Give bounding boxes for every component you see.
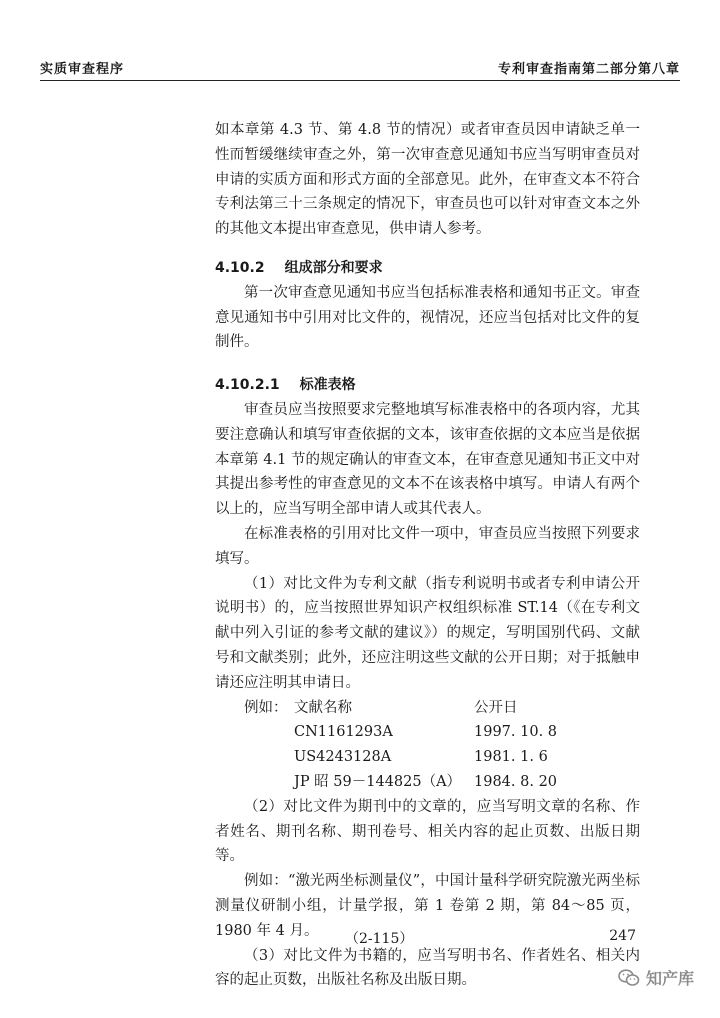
header-guide-title: 专利审查指南第二部分第八章 <box>497 62 680 77</box>
example-row <box>215 745 640 770</box>
section-4-10-2-text: 第一次审查意见通知书应当包括标准表格和通知书正文。审查意见通知书中引用对比文件的，视情况，还应当包括对比文件的复制件。 <box>215 284 640 351</box>
watermark-text: 知产库 <box>645 969 694 988</box>
example-label: 例如： <box>244 699 288 716</box>
watermark <box>618 966 694 989</box>
example-header-name: 文献名称 <box>294 699 352 716</box>
item-2-journal-articles: （2）对比文件为期刊中的文章的，应当写明文章的名称、作者姓名、期刊名称、期刊卷号、相关内容的起止页数、出版日期等。 <box>215 798 640 865</box>
page-number: 247 <box>609 928 636 944</box>
item-3-books: （3）对比文件为书籍的，应当写明书名、作者姓名、相关内容的起止页数，出版社名称及出版日期。 <box>215 947 640 989</box>
example-row <box>215 770 640 795</box>
section-number: 4.10.2 <box>215 259 265 276</box>
footer-folio: （2-115） <box>345 931 414 947</box>
page-footer <box>40 928 680 952</box>
subsection-number: 4.10.2.1 <box>215 377 280 394</box>
header-chapter-title: 实质审查程序 <box>40 62 125 77</box>
section-heading-4-10-2-1 <box>215 373 640 398</box>
example-document-name: JP 昭 59－144825（A） <box>294 773 462 790</box>
section-heading-4-10-2 <box>215 256 640 281</box>
example-document-name: CN1161293A <box>294 724 393 741</box>
example-header-date: 公开日 <box>474 699 518 716</box>
example-document-name: US4243128A <box>294 749 392 766</box>
subsection-title: 标准表格 <box>299 377 356 394</box>
page-body <box>215 118 640 993</box>
section-title: 组成部分和要求 <box>284 259 383 276</box>
header-divider <box>40 80 680 81</box>
example-publication-date: 1984. 8. 20 <box>474 773 558 790</box>
item-1-patent-documents: （1）对比文件为专利文献（指专利说明书或者专利申请公开说明书）的，应当按照世界知识产权组织标准 ST.14（《在专利文献中列入引证的参考文献的建议》）的规定，写明国别代码、文献号和文献类别；此外，还应注明这些文献的公开日期；对于抵触申请还应注明其申请日。 <box>215 575 640 691</box>
wechat-icon <box>618 969 640 987</box>
example-header-row <box>215 696 640 721</box>
example-publication-date: 1981. 1. 6 <box>474 749 548 766</box>
example-row <box>215 720 640 745</box>
standard-form-paragraph-1: 审查员应当按照要求完整地填写标准表格中的各项内容，尤其要注意确认和填写审查依据的文本，该审查依据的文本应当是依据本章第 4.1 节的规定确认的审查文本，在审查意见通知书正文中对其提出参考性的审查意见的文本不在该表格中填写。申请人有两个以上的，应当写明全部申请人或其代表人。 <box>215 401 640 518</box>
item-2-example: 例如：“激光两坐标测量仪”，中国计量科学研究院激光两坐标测量仪研制小组，计量学报，第 1 卷第 2 期，第 84～85 页，1980 年 4 月。 <box>215 873 640 939</box>
running-header <box>40 58 680 77</box>
example-publication-date: 1997. 10. 8 <box>474 724 558 741</box>
standard-form-paragraph-2: 在标准表格的引用对比文件一项中，审查员应当按照下列要求填写。 <box>215 525 640 567</box>
intro-paragraph: 如本章第 4.3 节、第 4.8 节的情况）或者审查员因申请缺乏单一性而暂缓继续审查之外，第一次审查意见通知书应当写明审查员对申请的实质方面和形式方面的全部意见。此外，在审查文本不符合专利法第三十三条规定的情况下，审查员也可以针对审查文本之外的其他文本提出审查意见，供申请人参考。 <box>215 122 640 238</box>
